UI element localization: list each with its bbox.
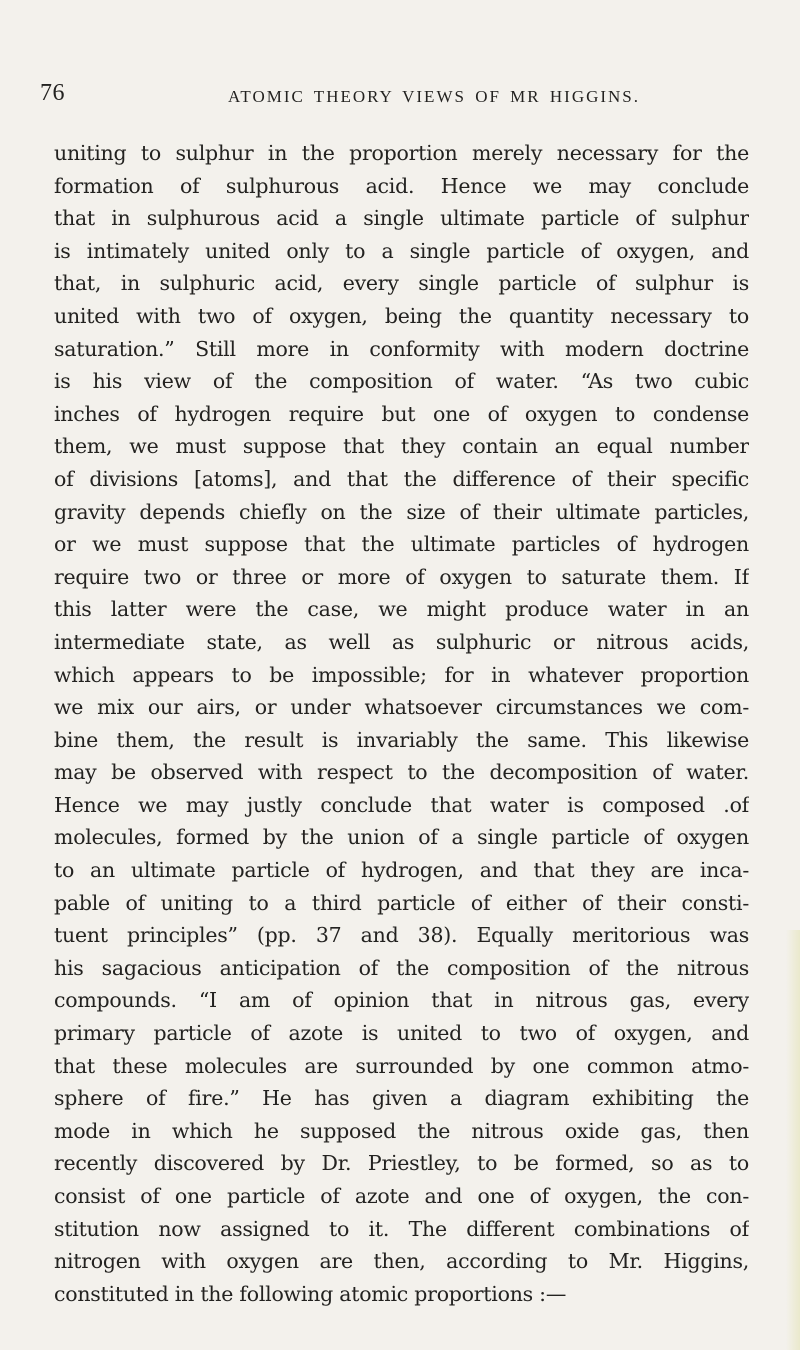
body-text	[54, 137, 749, 1310]
text-line: intermediate state, as well as sulphuric or nitrous acids,	[54, 629, 749, 654]
text-line: pable of uniting to a third particle of either of their consti-	[54, 890, 749, 915]
text-line: is intimately united only to a single particle of oxygen, and	[54, 238, 749, 263]
text-line: gravity depends chiefly on the size of their ultimate particles,	[54, 499, 749, 524]
text-line: tuent principles” (pp. 37 and 38). Equally meritorious was	[54, 923, 749, 948]
text-line: mode in which he supposed the nitrous oxide gas, then	[54, 1118, 749, 1143]
text-line: may be observed with respect to the decomposition of water.	[54, 760, 749, 785]
text-line: consist of one particle of azote and one of oxygen, the con-	[54, 1184, 749, 1208]
text-line: formation of sulphurous acid. Hence we may conclude	[54, 173, 749, 198]
text-line: saturation.” Still more in conformity with modern doctrine	[54, 336, 749, 361]
text-line: require two or three or more of oxygen to saturate them. If	[54, 564, 749, 589]
text-line: inches of hydrogen require but one of oxygen to condense	[54, 401, 749, 426]
text-line: this latter were the case, we might produce water in an	[54, 597, 749, 622]
running-head: ATOMIC THEORY VIEWS OF MR HIGGINS.	[228, 87, 641, 106]
page-edge-stain	[786, 930, 800, 1350]
page-number: 76	[40, 80, 65, 106]
text-line: sphere of fire.” He has given a diagram exhibiting the	[54, 1086, 749, 1111]
text-line: compounds. “I am of opinion that in nitrous gas, every	[54, 988, 749, 1013]
text-line: that these molecules are surrounded by one common atmo-	[54, 1053, 749, 1078]
text-line: bine them, the result is invariably the same. This likewise	[54, 727, 749, 752]
text-line: recently discovered by Dr. Priestley, to be formed, so as to	[54, 1151, 749, 1176]
text-line: that in sulphurous acid a single ultimate particle of sulphur	[54, 206, 749, 231]
page-header	[40, 80, 760, 120]
text-line: Hence we may justly conclude that water is composed .of	[54, 792, 749, 817]
text-line: to an ultimate particle of hydrogen, and that they are inca-	[54, 858, 749, 883]
text-line: them, we must suppose that they contain an equal number	[54, 434, 749, 459]
text-line: that, in sulphuric acid, every single particle of sulphur is	[54, 271, 749, 296]
text-line: or we must suppose that the ultimate particles of hydrogen	[54, 532, 749, 557]
text-line: stitution now assigned to it. The different combinations of	[54, 1216, 749, 1241]
text-line: constituted in the following atomic proportions :—	[54, 1281, 567, 1306]
text-line: uniting to sulphur in the proportion merely necessary for the	[54, 141, 749, 165]
text-line: is his view of the composition of water. “As two cubic	[54, 369, 749, 394]
text-line: nitrogen with oxygen are then, according to Mr. Higgins,	[54, 1249, 749, 1274]
text-line: primary particle of azote is united to two of oxygen, and	[54, 1021, 749, 1046]
text-line: his sagacious anticipation of the composition of the nitrous	[54, 955, 749, 980]
text-line: united with two of oxygen, being the quantity necessary to	[54, 303, 749, 328]
text-line: molecules, formed by the union of a single particle of oxygen	[54, 825, 749, 850]
text-line: which appears to be impossible; for in whatever proportion	[54, 662, 749, 687]
text-line: of divisions [atoms], and that the difference of their specific	[54, 466, 749, 491]
text-line: we mix our airs, or under whatsoever circumstances we com-	[54, 695, 749, 720]
